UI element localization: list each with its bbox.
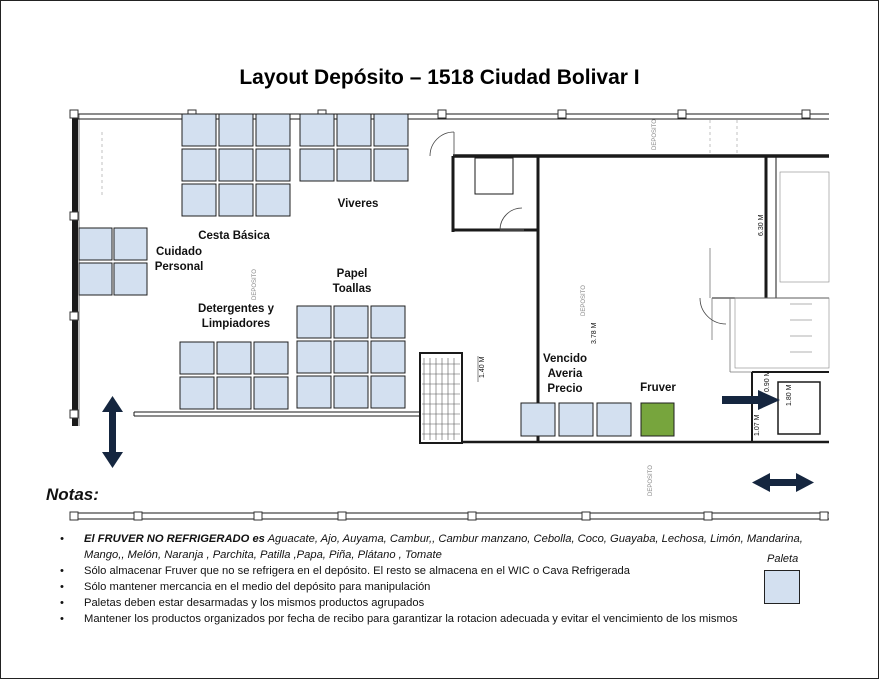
note-item bbox=[60, 563, 820, 579]
pallet bbox=[79, 228, 112, 260]
pallet bbox=[559, 403, 593, 436]
deposito-label-c: DEPOSITO bbox=[252, 269, 258, 300]
zone-label-vencido-line2: Averia bbox=[547, 368, 583, 380]
pallet bbox=[180, 342, 214, 374]
pallet bbox=[254, 342, 288, 374]
note-text: Paletas deben estar desarmadas y los mismos productos agrupados bbox=[84, 597, 425, 609]
pallet bbox=[217, 377, 251, 409]
pallet bbox=[371, 306, 405, 338]
pallets-cesta-basica bbox=[182, 114, 290, 216]
page-title: Layout Depósito – 1518 Ciudad Bolivar I bbox=[239, 66, 640, 89]
pallet bbox=[371, 376, 405, 408]
pallet bbox=[337, 114, 371, 146]
zone-label-vencido-line3: Precio bbox=[547, 383, 583, 395]
zone-label-papel-line2: Toallas bbox=[332, 283, 372, 295]
zone-label-vencido-line1: Vencido bbox=[542, 353, 588, 365]
dim-378: 3.78 M bbox=[591, 322, 598, 344]
legend-label: Paleta bbox=[767, 553, 799, 565]
note-strong: El FRUVER NO REFRIGERADO es bbox=[84, 533, 265, 545]
pallet bbox=[114, 228, 147, 260]
pallet bbox=[300, 149, 334, 181]
pallet bbox=[114, 263, 147, 295]
pallet bbox=[334, 376, 368, 408]
pallet bbox=[374, 114, 408, 146]
note-item bbox=[60, 579, 820, 595]
pallet bbox=[374, 149, 408, 181]
arrow-horizontal-double-icon bbox=[752, 473, 814, 492]
arrow-vertical-icon bbox=[102, 396, 123, 468]
pallet bbox=[297, 306, 331, 338]
zone-label-papel-line1: Papel bbox=[336, 268, 368, 280]
note-text: Sólo almacenar Fruver que no se refrigera en el depósito. El resto se almacena en el WIC o Cava Refrigerada bbox=[84, 565, 630, 577]
zone-label-cesta-basica: Cesta Básica bbox=[198, 230, 270, 242]
zone-label-fruver: Fruver bbox=[640, 382, 676, 394]
pallet bbox=[371, 341, 405, 373]
notes-heading: Notas: bbox=[46, 485, 99, 504]
pallet bbox=[182, 149, 216, 181]
dim-630: 6.30 M bbox=[758, 214, 765, 236]
pallets-viveres bbox=[300, 114, 408, 181]
note-text: Aguacate, Ajo, Auyama, Cambur,, Cambur manzano, Cebolla, Coco, Guayaba, Lechosa, Limón, Mandarina, Mango,, Melón, Naranja , Parchita, Patilla ,Papa, Piña, Plátano , Tomate bbox=[84, 533, 803, 561]
zone-label-detergentes-line1: Detergentes y bbox=[197, 303, 275, 315]
note-text: Mantener los productos organizados por fecha de recibo para garantizar la rotacion adecuada y evitar el vencimiento de los mismos bbox=[84, 613, 738, 625]
pallet bbox=[300, 114, 334, 146]
pallet bbox=[521, 403, 555, 436]
dim-107: 1.07 M bbox=[754, 414, 761, 436]
dim-140: 1.40 M bbox=[479, 356, 486, 378]
pallet bbox=[334, 306, 368, 338]
deposito-label-d: DEPOSITO bbox=[648, 465, 654, 496]
door-swings bbox=[430, 132, 726, 324]
zone-label-detergentes-line2: Limpiadores bbox=[201, 318, 271, 330]
pallets-papel-toallas bbox=[297, 306, 405, 408]
pallet bbox=[597, 403, 631, 436]
dim-090: 0.90 M bbox=[764, 370, 771, 392]
pallet bbox=[334, 341, 368, 373]
dim-180: 1.80 M bbox=[786, 384, 793, 406]
pallet bbox=[297, 376, 331, 408]
pallets-detergentes bbox=[180, 342, 288, 409]
pallet bbox=[256, 114, 290, 146]
legend-pallet-swatch bbox=[764, 570, 800, 604]
pallet bbox=[79, 263, 112, 295]
pallet bbox=[256, 184, 290, 216]
pallet bbox=[337, 149, 371, 181]
pallet bbox=[219, 114, 253, 146]
deposito-label-a: DEPOSITO bbox=[652, 119, 658, 150]
pallet bbox=[182, 114, 216, 146]
pallet bbox=[219, 149, 253, 181]
note-text: Sólo mantener mercancia en el medio del depósito para manipulación bbox=[84, 581, 431, 593]
pallet bbox=[182, 184, 216, 216]
pallet bbox=[254, 377, 288, 409]
note-item bbox=[60, 595, 820, 611]
fruver-pallet bbox=[641, 403, 674, 436]
pallet bbox=[219, 184, 253, 216]
zone-label-cuidado-line1: Cuidado bbox=[156, 246, 202, 258]
note-item bbox=[60, 611, 820, 627]
pallets-cuidado-personal bbox=[79, 228, 147, 295]
pallet bbox=[256, 149, 290, 181]
notes-list bbox=[60, 531, 820, 627]
zone-label-viveres: Viveres bbox=[337, 198, 379, 210]
deposito-label-b: DEPOSITO bbox=[581, 285, 587, 316]
pallet bbox=[297, 341, 331, 373]
pallet bbox=[180, 377, 214, 409]
pallet bbox=[217, 342, 251, 374]
note-item bbox=[60, 531, 820, 563]
zone-label-cuidado-line2: Personal bbox=[154, 261, 204, 273]
pallets-vencido bbox=[521, 403, 631, 436]
